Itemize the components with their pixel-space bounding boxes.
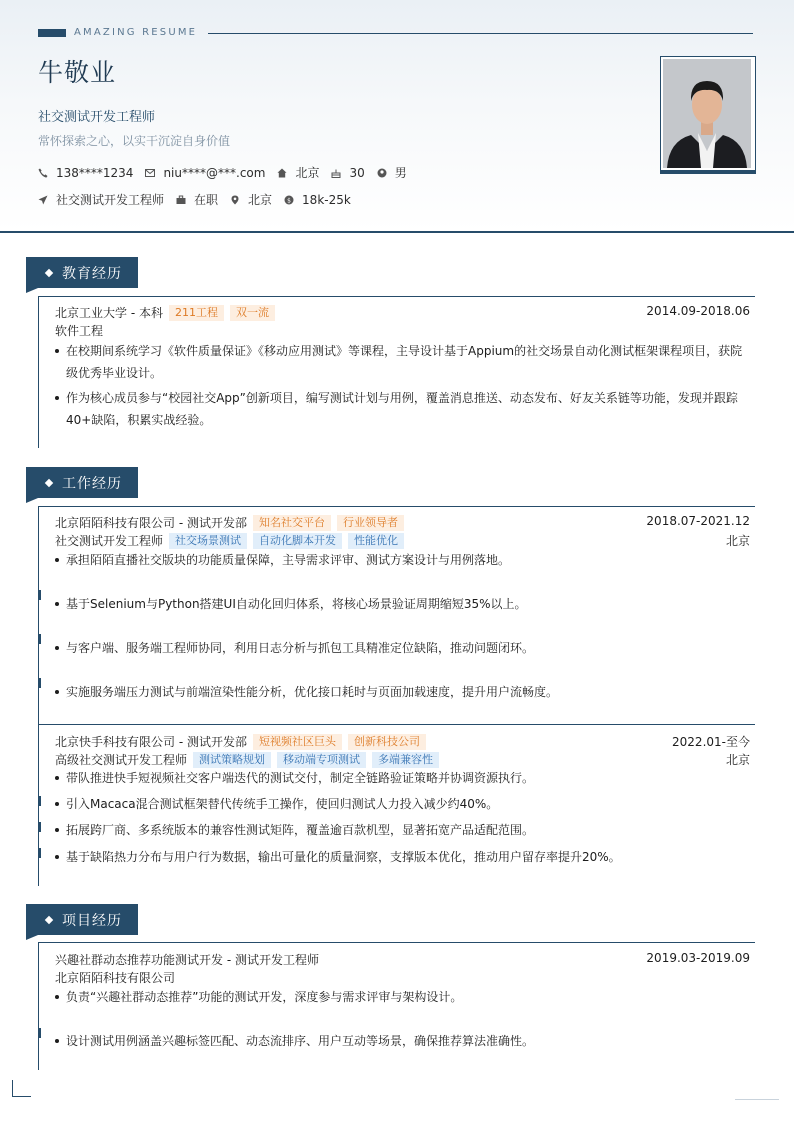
- section-title-text: 工作经历: [62, 475, 122, 492]
- contact-info-row: [38, 164, 419, 181]
- bullet-line: 引入Macaca混合测试框架替代传统手工操作，使回归测试人力投入减少约40%。: [66, 797, 499, 811]
- education-vline: [38, 296, 39, 448]
- timeline-tick: [38, 822, 41, 832]
- work-role-row: [55, 532, 404, 549]
- company-dept: 北京快手科技有限公司 - 测试开发部: [55, 735, 247, 749]
- bullet-line: 设计测试用例涵盖兴趣标签匹配、动态流排序、用户互动等场景，确保推荐算法准确性。: [66, 1034, 535, 1048]
- education-entry-rule: [38, 296, 755, 297]
- email-info: [145, 166, 265, 180]
- candidate-name: 牛敬业: [38, 58, 117, 87]
- section-title-tail: [26, 498, 38, 503]
- work-bullet: [55, 767, 745, 789]
- timeline-tick: [38, 634, 41, 644]
- page-corner-mark: [12, 1080, 31, 1097]
- section-title-text: 项目经历: [62, 912, 122, 929]
- education-bullet: [55, 387, 745, 431]
- company-tag: 行业领导者: [337, 515, 404, 531]
- work-bullet: [55, 593, 745, 615]
- home-icon: [277, 168, 287, 178]
- work-location: 北京: [725, 534, 750, 548]
- company-tag: 知名社交平台: [253, 515, 331, 531]
- bullet-line: 40+缺陷，积累实战经验。: [66, 413, 212, 427]
- portrait-illustration: [663, 59, 751, 168]
- work-bullet: [55, 846, 745, 868]
- phone-info: [38, 166, 133, 180]
- major-text: 软件工程: [55, 324, 104, 338]
- salary-text: 18k-25k: [302, 192, 351, 207]
- bullet-line: 基于缺陷热力分布与用户行为数据，输出可量化的质量洞察，支撑版本优化，推动用户留存率提升20%。: [66, 850, 621, 864]
- bullet-line: 实施服务端压力测试与前端渲染性能分析，优化接口耗时与页面加载速度，提升用户流畅度。: [66, 685, 559, 699]
- section-title-tail: [26, 288, 38, 293]
- bullet-line: 负责“兴趣社群动态推荐”功能的测试开发，深度参与需求评审与架构设计。: [66, 990, 463, 1004]
- project-date: 2019.03-2019.09: [646, 951, 750, 965]
- brand-bar: [38, 29, 66, 37]
- project-company-row: [55, 969, 175, 986]
- timeline-tick: [38, 848, 41, 858]
- role-tag: 多端兼容性: [372, 752, 439, 768]
- company-dept: 北京陌陌科技有限公司 - 测试开发部: [55, 516, 247, 530]
- timeline-tick: [38, 590, 41, 600]
- mail-icon: [145, 168, 155, 178]
- bullet-line: 承担陌陌直播社交版块的功能质量保障，主导需求评审、测试方案设计与用例落地。: [66, 553, 511, 567]
- briefcase-icon: [176, 195, 186, 205]
- header-divider: [0, 231, 794, 233]
- age-info: [331, 166, 364, 180]
- role-tag: 性能优化: [348, 533, 404, 549]
- work-entry-rule: [38, 506, 755, 507]
- role-tag: 自动化脚本开发: [253, 533, 342, 549]
- project-entry-rule: [38, 942, 755, 943]
- bullet-line: 基于Selenium与Python搭建UI自动化回归体系，将核心场景验证周期缩短35%以上。: [66, 597, 527, 611]
- work-entry-head: [55, 733, 426, 750]
- cake-icon: [331, 168, 341, 178]
- bullet-line: 带队推进快手短视频社交客户端迭代的测试交付，制定全链路验证策略并协调资源执行。: [66, 771, 535, 785]
- work-entry-rule: [38, 724, 755, 725]
- bullet-line: 拓展跨厂商、多系统版本的兼容性测试矩阵，覆盖逾百款机型，显著拓宽产品适配范围。: [66, 823, 535, 837]
- status-text: 在职: [194, 193, 219, 207]
- brand-text: AMAZING RESUME: [74, 27, 198, 38]
- svg-text:$: $: [287, 196, 291, 204]
- section-title-education: [26, 257, 138, 288]
- location-icon: [230, 195, 240, 205]
- work-bullet: [55, 637, 745, 659]
- timeline-tick: [38, 1028, 41, 1038]
- motto: 常怀探索之心，以实干沉淀自身价值: [38, 134, 231, 148]
- brand-rule: [208, 33, 753, 34]
- education-bullet: [55, 340, 745, 384]
- role-text: 社交测试开发工程师: [55, 534, 164, 548]
- role-text: 高级社交测试开发工程师: [55, 753, 188, 767]
- section-title-text: 教育经历: [62, 265, 122, 282]
- intent-city-text: 北京: [248, 193, 273, 207]
- work-bullet: [55, 549, 745, 571]
- page-corner-rule: [735, 1099, 779, 1100]
- section-title-tail: [26, 935, 38, 940]
- work-bullet: [55, 681, 745, 703]
- salary-info: [284, 193, 351, 207]
- bullet-line: 作为核心成员参与“校园社交App”创新项目，编写测试计划与用例，覆盖消息推送、动态发布、好友关系链等功能，发现并跟踪: [66, 391, 738, 405]
- work-date: 2018.07-2021.12: [646, 514, 750, 528]
- residence-text: 北京: [295, 166, 320, 180]
- timeline-tick: [38, 796, 41, 806]
- gender-text: 男: [394, 166, 407, 180]
- bullet-line: 级优秀毕业设计。: [66, 366, 163, 380]
- section-title-work: [26, 467, 138, 498]
- role-tag: 测试策略规划: [193, 752, 271, 768]
- school-degree: 北京工业大学 - 本科: [55, 306, 163, 320]
- job-title: 社交测试开发工程师: [38, 110, 156, 125]
- role-tag: 社交场景测试: [169, 533, 247, 549]
- role-tag: 移动端专项测试: [277, 752, 366, 768]
- email-text: niu****@***.com: [163, 165, 266, 180]
- intent-position-info: [38, 191, 164, 208]
- diamond-icon: [45, 268, 53, 276]
- project-name: 兴趣社群动态推荐功能测试开发 - 测试开发工程师: [55, 953, 319, 967]
- education-major: [55, 322, 103, 339]
- bullet-line: 在校期间系统学习《软件质量保证》《移动应用测试》等课程，主导设计基于Appium的社交场景自动化测试框架课程项目，获院: [66, 344, 743, 358]
- work-bullet: [55, 819, 745, 841]
- intent-city-info: [230, 191, 272, 208]
- status-info: [176, 191, 218, 208]
- diamond-icon: [45, 478, 53, 486]
- company-tag: 创新科技公司: [348, 734, 426, 750]
- work-bullet: [55, 793, 745, 815]
- company-tag: 短视频社区巨头: [253, 734, 342, 750]
- timeline-tick: [38, 678, 41, 688]
- send-icon: [38, 195, 48, 205]
- school-tag: 211工程: [169, 305, 224, 321]
- work-date: 2022.01-至今: [672, 735, 750, 749]
- education-date: 2014.09-2018.06: [646, 304, 750, 318]
- profile-photo: [663, 59, 751, 168]
- photo-accent-bar: [660, 170, 756, 173]
- work-entry-head: [55, 514, 404, 531]
- school-tag: 双一流: [230, 305, 275, 321]
- project-company: 北京陌陌科技有限公司: [55, 971, 176, 985]
- project-bullet: [55, 986, 745, 1008]
- residence-info: [277, 164, 319, 181]
- salary-icon: [284, 195, 294, 205]
- projects-vline: [38, 942, 39, 1070]
- gender-info: [377, 164, 407, 181]
- age-text: 30: [349, 165, 365, 180]
- intent-position-text: 社交测试开发工程师: [56, 193, 165, 207]
- job-intent-row: [38, 191, 363, 208]
- section-title-projects: [26, 904, 138, 935]
- education-entry-head: [55, 304, 275, 321]
- gender-icon: [377, 168, 387, 178]
- project-bullet: [55, 1030, 745, 1052]
- diamond-icon: [45, 915, 53, 923]
- work-role-row: [55, 751, 439, 768]
- project-entry-head: [55, 951, 319, 968]
- work-location: 北京: [725, 753, 750, 767]
- bullet-line: 与客户端、服务端工程师协同，利用日志分析与抓包工具精准定位缺陷，推动问题闭环。: [66, 641, 535, 655]
- phone-icon: [38, 168, 48, 178]
- phone-text: 138****1234: [56, 165, 134, 180]
